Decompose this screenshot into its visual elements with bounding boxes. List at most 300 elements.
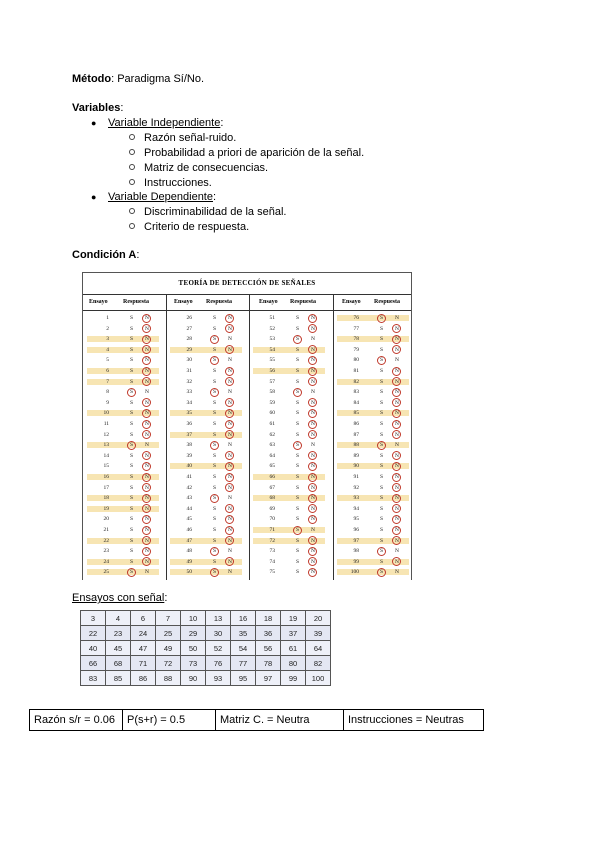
scan-option-s: S [296, 336, 300, 343]
scan-answer-mark [127, 568, 136, 577]
scan-option-n: N [311, 474, 315, 480]
scan-trial-number: 34 [186, 399, 192, 406]
scan-option-s: S [296, 474, 300, 480]
scan-option-s: S [213, 399, 217, 406]
scan-answer-mark [142, 557, 151, 566]
scan-option-s: S [130, 474, 134, 480]
scan-trial-number: 55 [269, 357, 275, 364]
scan-answer-mark [308, 504, 317, 513]
scan-trial-number: 27 [186, 325, 192, 332]
scan-option-s: S [130, 325, 134, 332]
scan-trial-number: 37 [186, 431, 192, 438]
scan-option-s: S [213, 474, 217, 480]
scan-option-s: S [296, 537, 300, 544]
scan-answer-mark [225, 420, 234, 429]
scan-option-n: N [145, 537, 149, 544]
condition-probability: P(s+r) = 0.5 [123, 710, 216, 731]
scan-option-n: N [395, 368, 399, 374]
scan-col-header: Ensayo [174, 299, 193, 305]
scan-option-n: N [395, 378, 399, 385]
scan-trial-number: 70 [269, 516, 275, 523]
scan-option-s: S [296, 548, 300, 555]
scan-answer-mark [142, 504, 151, 513]
sub-bullet-icon [129, 149, 135, 155]
scan-option-n: N [311, 537, 315, 544]
scan-answer-mark [308, 420, 317, 429]
scan-answer-mark [308, 557, 317, 566]
scan-option-s: S [380, 505, 384, 512]
sub-bullet-icon [129, 208, 135, 214]
scan-option-n: N [311, 357, 315, 364]
table-cell: 78 [256, 656, 281, 671]
scan-trial-number: 65 [269, 463, 275, 470]
scan-trial-number: 80 [353, 357, 359, 364]
scan-answer-mark [142, 409, 151, 418]
table-cell: 50 [181, 641, 206, 656]
scan-trial-number: 24 [103, 558, 109, 565]
scan-option-s: S [130, 378, 134, 385]
signal-trials-heading: Ensayos con señal: [72, 592, 168, 604]
sub-bullet-icon [129, 164, 135, 170]
scan-option-s: S [296, 463, 300, 470]
table-row [81, 641, 331, 656]
sub-bullet-icon [129, 134, 135, 140]
scan-answer-mark [142, 494, 151, 503]
scan-option-s: S [130, 516, 134, 523]
scan-option-n: N [228, 315, 232, 321]
scan-trial-number: 51 [269, 315, 275, 321]
condition-instructions: Instrucciones = Neutras [344, 710, 484, 731]
independent-item: Razón señal-ruido. [144, 132, 237, 144]
scan-answer-mark [392, 430, 401, 439]
scan-trial-number: 26 [186, 315, 192, 321]
scan-answer-mark [308, 377, 317, 386]
scanned-answer-sheet [82, 272, 412, 580]
scan-answer-mark [210, 388, 219, 397]
scan-option-s: S [213, 527, 217, 533]
scan-answer-mark [377, 568, 386, 577]
scan-option-s: S [380, 569, 384, 576]
scan-option-n: N [228, 442, 232, 449]
table-cell: 68 [106, 656, 131, 671]
scan-rule [83, 310, 411, 311]
scan-trial-number: 33 [186, 389, 192, 396]
scan-option-s: S [380, 442, 384, 449]
scan-option-s: S [380, 474, 384, 480]
scan-option-n: N [311, 368, 315, 374]
variables-heading: Variables: [72, 102, 124, 114]
scan-trial-number: 64 [269, 452, 275, 459]
scan-option-s: S [296, 452, 300, 459]
scan-col-header: Respuesta [206, 299, 233, 305]
scan-answer-mark [142, 451, 151, 460]
scan-option-s: S [296, 495, 300, 502]
scan-option-n: N [228, 558, 232, 565]
scan-answer-mark [142, 345, 151, 354]
scan-answer-mark [308, 462, 317, 471]
scan-option-s: S [213, 346, 217, 353]
scan-trial-number: 85 [353, 410, 359, 417]
table-cell: 66 [81, 656, 106, 671]
scan-option-s: S [213, 410, 217, 417]
table-cell: 64 [306, 641, 331, 656]
scan-option-s: S [213, 505, 217, 512]
scan-option-n: N [395, 527, 399, 533]
scan-option-s: S [296, 368, 300, 374]
table-cell: 76 [206, 656, 231, 671]
scan-option-s: S [296, 558, 300, 565]
scan-option-s: S [296, 389, 300, 396]
scan-trial-number: 10 [103, 410, 109, 417]
table-row [81, 656, 331, 671]
scan-option-s: S [380, 484, 384, 491]
scan-divider [166, 294, 167, 580]
scan-trial-number: 53 [269, 336, 275, 343]
scan-option-n: N [145, 484, 149, 491]
scan-answer-mark [210, 356, 219, 365]
table-cell: 99 [281, 671, 306, 686]
scan-option-s: S [380, 357, 384, 364]
scan-answer-mark [308, 515, 317, 524]
bullet-icon: ● [91, 118, 97, 128]
scan-trial-number: 98 [353, 548, 359, 555]
scan-answer-mark [142, 356, 151, 365]
scan-option-s: S [296, 325, 300, 332]
scan-trial-number: 44 [186, 505, 192, 512]
scan-option-n: N [228, 484, 232, 491]
scan-trial-number: 71 [269, 527, 275, 533]
table-cell: 47 [131, 641, 156, 656]
scan-option-n: N [228, 389, 232, 396]
scan-option-n: N [228, 399, 232, 406]
table-cell: 10 [181, 611, 206, 626]
condition-ratio: Razón s/r = 0.06 [30, 710, 123, 731]
table-cell: 71 [131, 656, 156, 671]
scan-option-s: S [130, 463, 134, 470]
scan-trial-number: 19 [103, 505, 109, 512]
table-cell: 61 [281, 641, 306, 656]
scan-option-n: N [228, 410, 232, 417]
scan-col-header: Ensayo [89, 299, 108, 305]
table-cell: 86 [131, 671, 156, 686]
table-cell: 54 [231, 641, 256, 656]
scan-option-n: N [395, 452, 399, 459]
scan-option-n: N [395, 505, 399, 512]
table-row [81, 671, 331, 686]
scan-answer-mark [308, 345, 317, 354]
scan-answer-mark [210, 335, 219, 344]
scan-trial-number: 52 [269, 325, 275, 332]
scan-answer-mark [392, 420, 401, 429]
table-cell: 39 [306, 626, 331, 641]
scan-option-n: N [395, 346, 399, 353]
scan-answer-mark [142, 430, 151, 439]
scan-answer-mark [225, 526, 234, 535]
scan-trial-number: 94 [353, 505, 359, 512]
scan-answer-mark [225, 473, 234, 482]
table-cell: 97 [256, 671, 281, 686]
scan-answer-mark [142, 398, 151, 407]
scan-answer-mark [225, 409, 234, 418]
scan-trial-number: 50 [186, 569, 192, 576]
scan-option-n: N [395, 548, 399, 555]
scan-option-s: S [130, 548, 134, 555]
scan-answer-mark [225, 536, 234, 545]
scan-option-s: S [130, 410, 134, 417]
scan-option-s: S [213, 548, 217, 555]
scan-option-n: N [311, 325, 315, 332]
scan-answer-mark [392, 462, 401, 471]
scan-answer-mark [392, 388, 401, 397]
method-line [72, 72, 204, 86]
scan-answer-mark [308, 409, 317, 418]
scan-title: TEORÍA DE DETECCIÓN DE SEÑALES [178, 279, 316, 287]
independent-variable-label: Variable Independiente [108, 117, 221, 129]
scan-answer-mark [127, 388, 136, 397]
scan-trial-number: 87 [353, 431, 359, 438]
scan-trial-number: 91 [353, 474, 359, 480]
table-cell: 82 [306, 656, 331, 671]
table-cell: 56 [256, 641, 281, 656]
scan-answer-mark [377, 441, 386, 450]
scan-trial-number: 62 [269, 431, 275, 438]
scan-trial-number: 59 [269, 399, 275, 406]
table-row [81, 626, 331, 641]
scan-answer-mark [210, 441, 219, 450]
scan-option-s: S [213, 431, 217, 438]
scan-option-s: S [130, 421, 134, 427]
condition-matrix: Matriz C. = Neutra [216, 710, 344, 731]
scan-answer-mark [308, 324, 317, 333]
scan-trial-number: 39 [186, 452, 192, 459]
scan-trial-number: 82 [353, 378, 359, 385]
dependent-variable-label: Variable Dependiente [108, 191, 213, 203]
scan-option-n: N [228, 357, 232, 364]
scan-trial-number: 68 [269, 495, 275, 502]
condition-label: Condición A [72, 249, 137, 261]
scan-option-n: N [145, 336, 149, 343]
sub-bullet-icon [129, 223, 135, 229]
scan-option-s: S [380, 548, 384, 555]
scan-option-s: S [380, 346, 384, 353]
scan-option-n: N [311, 452, 315, 459]
scan-trial-number: 67 [269, 484, 275, 491]
scan-answer-mark [225, 367, 234, 376]
table-cell: 35 [231, 626, 256, 641]
scan-option-n: N [145, 548, 149, 555]
scan-answer-mark [142, 526, 151, 535]
variables-label: Variables [72, 102, 121, 114]
scan-option-s: S [380, 463, 384, 470]
scan-answer-mark [392, 494, 401, 503]
scan-option-s: S [213, 516, 217, 523]
scan-option-s: S [380, 558, 384, 565]
scan-option-n: N [145, 368, 149, 374]
scan-option-s: S [130, 537, 134, 544]
scan-option-n: N [311, 505, 315, 512]
table-cell: 36 [256, 626, 281, 641]
scan-trial-number: 84 [353, 399, 359, 406]
scan-trial-number: 97 [353, 537, 359, 544]
scan-answer-mark [308, 451, 317, 460]
scan-option-n: N [311, 463, 315, 470]
scan-trial-number: 2 [106, 325, 109, 332]
scan-option-n: N [311, 527, 315, 533]
scan-option-n: N [395, 389, 399, 396]
scan-trial-number: 69 [269, 505, 275, 512]
scan-trial-number: 60 [269, 410, 275, 417]
scan-trial-number: 47 [186, 537, 192, 544]
condition-heading: Condición A: [72, 249, 140, 261]
scan-answer-mark [142, 314, 151, 323]
scan-option-n: N [311, 389, 315, 396]
scan-option-s: S [213, 463, 217, 470]
table-cell: 7 [156, 611, 181, 626]
table-cell: 40 [81, 641, 106, 656]
scan-answer-mark [142, 324, 151, 333]
scan-option-n: N [145, 421, 149, 427]
scan-option-s: S [213, 357, 217, 364]
scan-option-s: S [213, 389, 217, 396]
table-cell: 45 [106, 641, 131, 656]
scan-option-s: S [296, 410, 300, 417]
scan-answer-mark [142, 420, 151, 429]
scan-answer-mark [392, 335, 401, 344]
scan-option-s: S [296, 516, 300, 523]
scan-answer-mark [293, 526, 302, 535]
scan-trial-number: 36 [186, 421, 192, 427]
scan-answer-mark [142, 462, 151, 471]
scan-option-n: N [228, 336, 232, 343]
scan-option-s: S [213, 484, 217, 491]
signal-trials-table [80, 610, 331, 686]
scan-option-n: N [228, 346, 232, 353]
scan-col-header: Respuesta [374, 299, 401, 305]
scan-answer-mark [392, 377, 401, 386]
scan-option-s: S [380, 378, 384, 385]
scan-trial-number: 21 [103, 527, 109, 533]
scan-trial-number: 77 [353, 325, 359, 332]
scan-option-n: N [228, 452, 232, 459]
scan-trial-number: 88 [353, 442, 359, 449]
scan-trial-number: 18 [103, 495, 109, 502]
scan-answer-mark [392, 536, 401, 545]
scan-answer-mark [210, 494, 219, 503]
scan-answer-mark [308, 314, 317, 323]
scan-trial-number: 29 [186, 346, 192, 353]
dependent-item: Discriminabilidad de la señal. [144, 206, 287, 218]
scan-option-n: N [395, 558, 399, 565]
scan-answer-mark [225, 345, 234, 354]
scan-trial-number: 78 [353, 336, 359, 343]
scan-option-s: S [130, 336, 134, 343]
scan-divider [333, 294, 334, 580]
scan-option-n: N [395, 421, 399, 427]
table-cell: 20 [306, 611, 331, 626]
scan-trial-number: 6 [106, 368, 109, 374]
scan-answer-mark [392, 526, 401, 535]
table-cell: 85 [106, 671, 131, 686]
scan-option-n: N [311, 315, 315, 321]
scan-answer-mark [392, 557, 401, 566]
scan-option-s: S [296, 315, 300, 321]
scan-answer-mark [225, 462, 234, 471]
scan-option-s: S [130, 505, 134, 512]
scan-trial-number: 95 [353, 516, 359, 523]
table-cell: 30 [206, 626, 231, 641]
method-label: Método [72, 73, 112, 85]
scan-trial-number: 14 [103, 452, 109, 459]
scan-trial-number: 11 [103, 421, 109, 427]
scan-option-n: N [145, 389, 149, 396]
scan-trial-number: 76 [353, 315, 359, 321]
scan-option-n: N [311, 516, 315, 523]
scan-answer-mark [225, 430, 234, 439]
scan-trial-number: 63 [269, 442, 275, 449]
scan-option-n: N [228, 527, 232, 533]
scan-option-s: S [130, 389, 134, 396]
scan-col-header: Ensayo [259, 299, 278, 305]
scan-trial-number: 86 [353, 421, 359, 427]
scan-answer-mark [293, 335, 302, 344]
scan-trial-number: 43 [186, 495, 192, 502]
scan-option-n: N [228, 495, 232, 502]
scan-trial-number: 25 [103, 569, 109, 576]
scan-trial-number: 32 [186, 378, 192, 385]
scan-col-header: Respuesta [290, 299, 317, 305]
scan-option-s: S [380, 537, 384, 544]
scan-trial-number: 38 [186, 442, 192, 449]
scan-option-s: S [130, 569, 134, 576]
scan-trial-number: 17 [103, 484, 109, 491]
scan-trial-number: 73 [269, 548, 275, 555]
scan-answer-mark [293, 441, 302, 450]
scan-trial-number: 23 [103, 548, 109, 555]
scan-option-s: S [296, 569, 300, 576]
scan-option-s: S [213, 558, 217, 565]
scan-answer-mark [308, 473, 317, 482]
scan-answer-mark [308, 367, 317, 376]
scan-answer-mark [308, 568, 317, 577]
scan-option-s: S [213, 442, 217, 449]
scan-answer-mark [225, 324, 234, 333]
scan-option-n: N [395, 325, 399, 332]
scan-trial-number: 99 [353, 558, 359, 565]
scan-option-n: N [228, 537, 232, 544]
scan-option-s: S [213, 368, 217, 374]
scan-option-n: N [395, 537, 399, 544]
scan-trial-number: 45 [186, 516, 192, 523]
table-cell: 6 [131, 611, 156, 626]
bullet-icon: ● [91, 192, 97, 202]
scan-answer-mark [142, 473, 151, 482]
scan-trial-number: 54 [269, 346, 275, 353]
scan-answer-mark [142, 547, 151, 556]
scan-option-n: N [228, 505, 232, 512]
independent-variable-heading: Variable Independiente: [108, 117, 224, 129]
scan-option-s: S [296, 431, 300, 438]
scan-option-n: N [228, 368, 232, 374]
scan-trial-number: 79 [353, 346, 359, 353]
scan-option-n: N [145, 442, 149, 449]
scan-option-n: N [395, 474, 399, 480]
table-cell: 83 [81, 671, 106, 686]
table-cell: 52 [206, 641, 231, 656]
scan-option-n: N [395, 495, 399, 502]
scan-option-n: N [311, 410, 315, 417]
scan-trial-number: 16 [103, 474, 109, 480]
scan-option-s: S [380, 431, 384, 438]
